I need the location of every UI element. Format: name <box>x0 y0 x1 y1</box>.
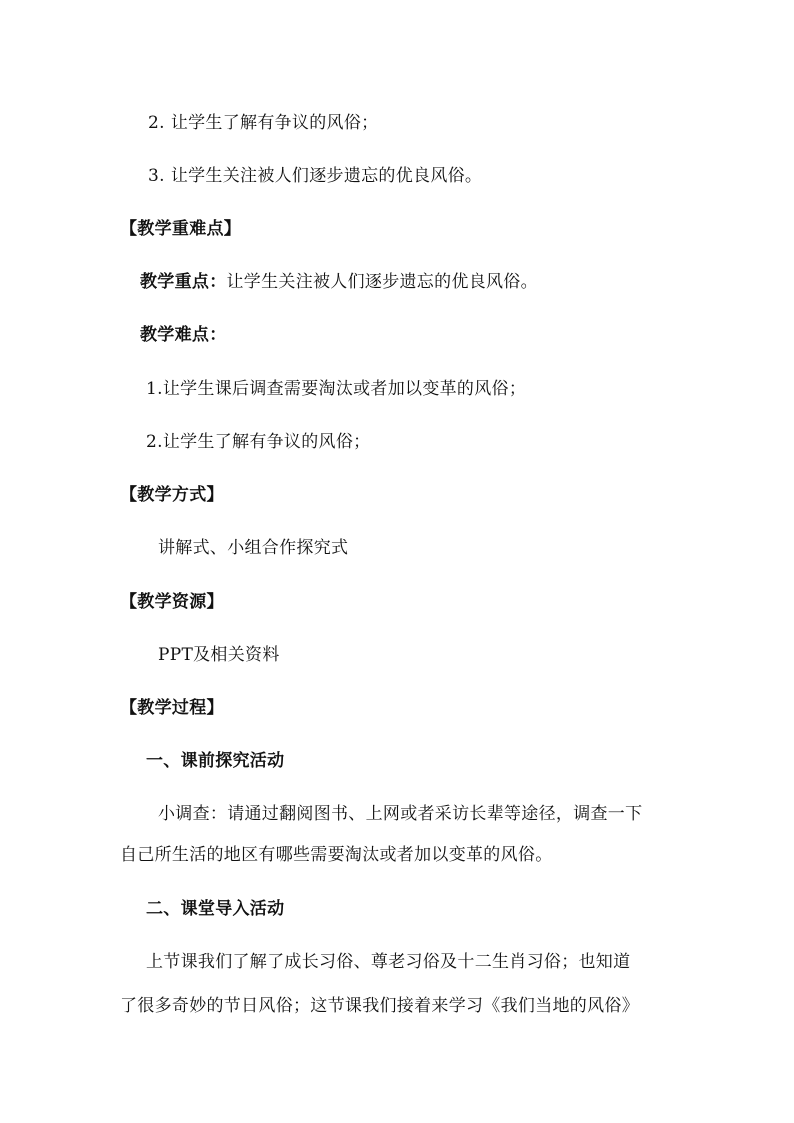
step2-paragraph-line-2: 了很多奇妙的节日风俗；这节课我们接着来学习《我们当地的风俗》 <box>120 996 639 1016</box>
goal-number: 2. <box>148 113 165 133</box>
step1-title: 一、课前探究活动 <box>146 751 285 771</box>
heading-resources: 【教学资源】 <box>120 592 224 612</box>
difficult-point-label: 教学难点： <box>140 325 227 345</box>
heading-method: 【教学方式】 <box>120 485 224 505</box>
key-point-text: 让学生关注被人们逐步遗忘的优良风俗。 <box>226 272 538 292</box>
goal-text: 让学生了解有争议的风俗； <box>170 113 379 133</box>
heading-key-points: 【教学重难点】 <box>120 219 242 239</box>
step2-title: 二、课堂导入活动 <box>146 899 285 919</box>
key-point-label: 教学重点： <box>140 272 227 292</box>
key-point-line <box>140 271 538 293</box>
goal-text: 让学生关注被人们逐步遗忘的优良风俗。 <box>170 166 483 186</box>
goal-number: 3. <box>148 166 165 186</box>
method-text: 讲解式、小组合作探究式 <box>158 538 349 558</box>
resources-text: PPT及相关资料 <box>158 645 280 665</box>
difficult-item-2: 2.让学生了解有争议的风俗； <box>146 432 371 452</box>
heading-process: 【教学过程】 <box>120 698 224 718</box>
goal-item-3 <box>148 165 482 187</box>
goal-item-2 <box>148 112 378 134</box>
difficult-item-1: 1.让学生课后调查需要淘汰或者加以变革的风俗； <box>146 379 527 399</box>
step1-paragraph-line-2: 自己所生活的地区有哪些需要淘汰或者加以变革的风俗。 <box>120 845 553 865</box>
step1-paragraph-line-1: 小调查：请通过翻阅图书、上网或者采访长辈等途径，调查一下 <box>158 804 643 824</box>
step2-paragraph-line-1: 上节课我们了解了成长习俗、尊老习俗及十二生肖习俗；也知道 <box>146 952 631 972</box>
